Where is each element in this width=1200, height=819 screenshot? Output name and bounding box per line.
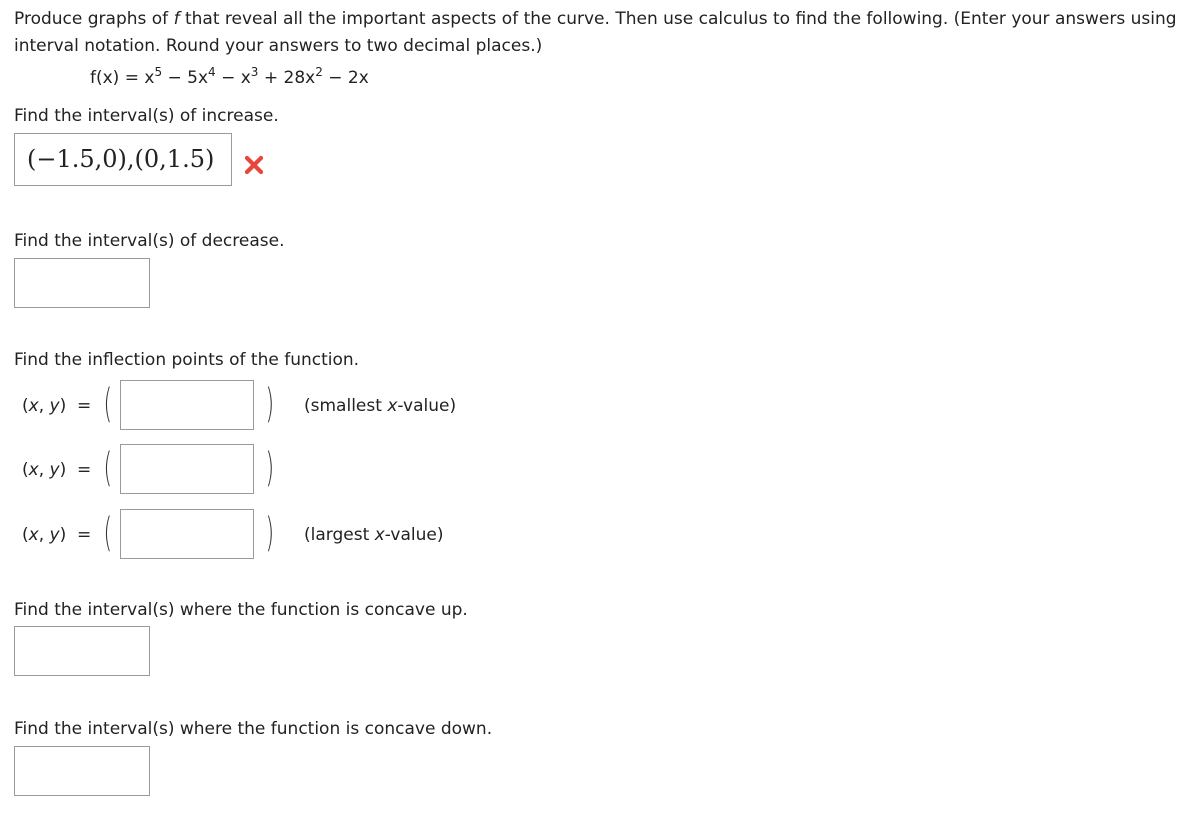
inflection-point-1-label: (x, y) =: [22, 396, 92, 416]
formula-lhs: f(x): [90, 68, 120, 88]
inflection-point-3-label: (x, y) =: [22, 525, 92, 545]
red-x-icon: [243, 154, 265, 176]
formula-equals: =: [119, 68, 145, 88]
decrease-answer-field[interactable]: [14, 258, 150, 308]
inflection-prompt: Find the inflection points of the function.: [14, 350, 360, 370]
instructions-rest: that reveal all the important aspects of the curve. Then use calculus to find the following. (Enter your answers using interval notation. Round your answers to two decimal places.): [14, 9, 1177, 56]
concave-down-prompt: Find the interval(s) where the function is concave down.: [14, 719, 493, 739]
x-variable: x: [28, 460, 39, 480]
inflection-point-2-label: (x, y) =: [22, 460, 92, 480]
formula-term-3: x: [240, 68, 251, 88]
formula-term-5: 2x: [347, 68, 369, 88]
close-paren: ): [265, 445, 275, 491]
function-formula: [90, 65, 369, 88]
formula-term-3-exponent: 3: [250, 65, 259, 79]
increase-prompt: Find the interval(s) of increase.: [14, 106, 279, 126]
x-variable: x: [28, 525, 39, 545]
concave-down-answer-field[interactable]: [14, 746, 150, 796]
formula-term-2: 5x: [187, 68, 209, 88]
note-end: -value): [397, 396, 457, 416]
y-variable: y: [49, 460, 60, 480]
close-paren: ): [265, 510, 275, 556]
note-end: -value): [384, 525, 444, 545]
formula-operator-4: −: [322, 68, 348, 88]
open-paren: (: [103, 445, 113, 491]
open-paren: (: [103, 510, 113, 556]
x-variable: x: [28, 396, 39, 416]
note-text: (smallest: [304, 396, 388, 416]
y-variable: y: [49, 396, 60, 416]
problem-instructions: [14, 6, 1189, 60]
function-symbol: f: [173, 9, 180, 29]
formula-term-1-exponent: 5: [154, 65, 163, 79]
inflection-point-3-field[interactable]: [120, 509, 254, 559]
formula-operator-2: −: [215, 68, 241, 88]
open-paren: (: [103, 381, 113, 427]
inflection-point-1-note: [304, 396, 456, 416]
formula-term-4: 28x: [283, 68, 316, 88]
formula-term-2-exponent: 4: [208, 65, 216, 79]
note-variable: x: [387, 396, 398, 416]
instructions-prefix: Produce graphs of: [14, 9, 174, 29]
formula-term-1: x: [144, 68, 155, 88]
inflection-point-3-note: [304, 525, 443, 545]
inflection-point-1-field[interactable]: [120, 380, 254, 430]
formula-operator-3: +: [258, 68, 284, 88]
inflection-point-2-field[interactable]: [120, 444, 254, 494]
y-variable: y: [49, 525, 60, 545]
formula-operator-1: −: [162, 68, 188, 88]
decrease-prompt: Find the interval(s) of decrease.: [14, 231, 285, 251]
concave-up-prompt: Find the interval(s) where the function is concave up.: [14, 600, 468, 620]
concave-up-answer-field[interactable]: [14, 626, 150, 676]
note-variable: x: [374, 525, 385, 545]
formula-term-4-exponent: 2: [315, 65, 323, 79]
close-paren: ): [265, 381, 275, 427]
note-text: (largest: [304, 525, 375, 545]
increase-answer-field[interactable]: (−1.5,0),(0,1.5): [14, 133, 232, 186]
